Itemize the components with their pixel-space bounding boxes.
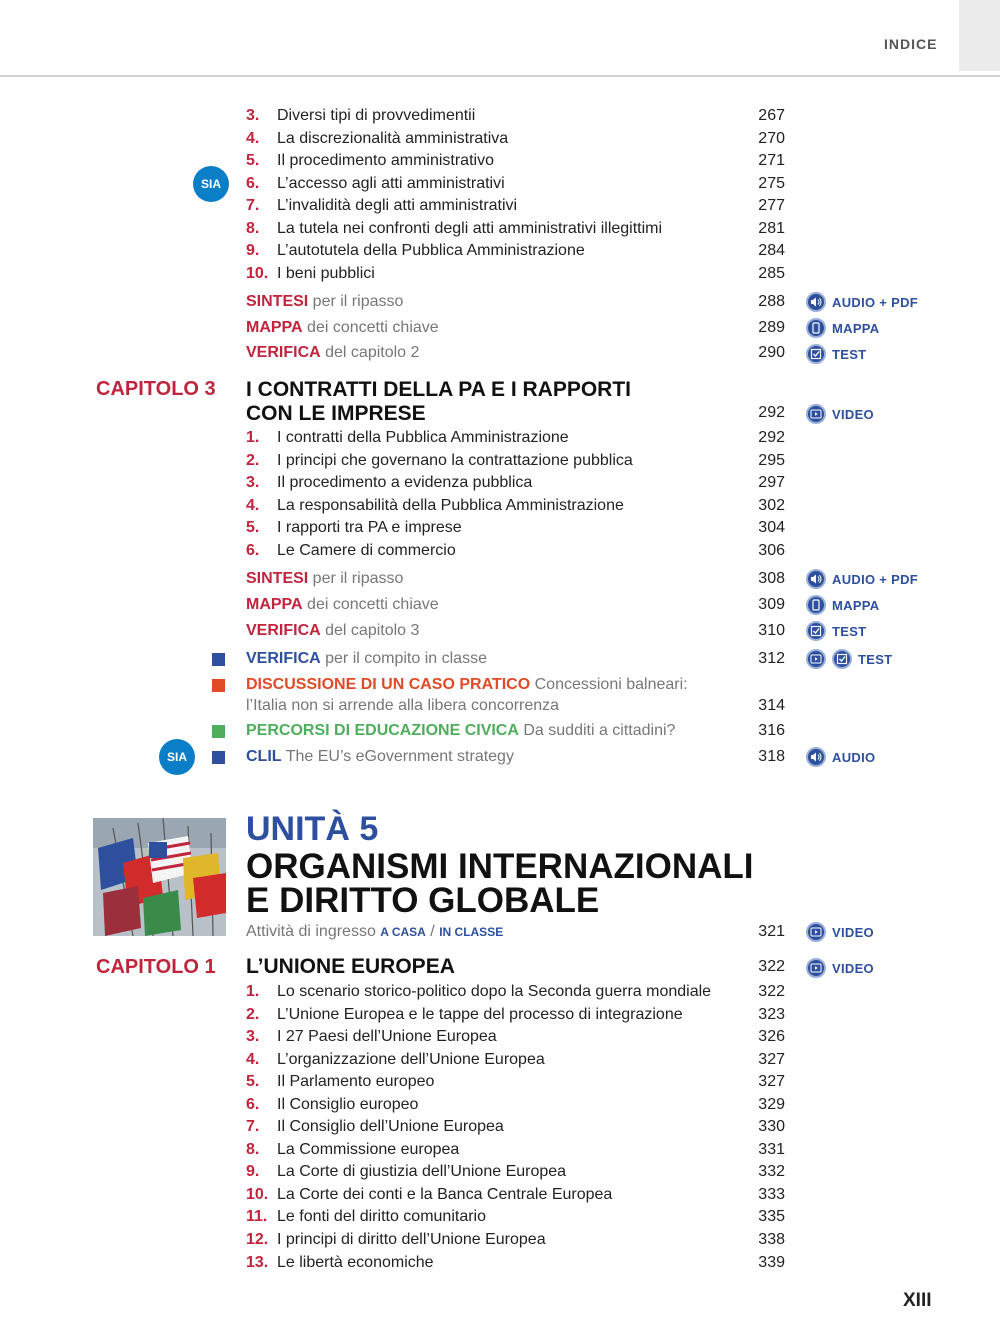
entry-number: 3. <box>246 474 260 491</box>
entry-number: 11. <box>246 1208 268 1225</box>
entry-page: 322 <box>758 983 785 1000</box>
resource-audio[interactable]: AUDIO <box>806 747 875 767</box>
section-discussione-line2: l’Italia non si arrende alla libera concorrenza <box>246 697 560 714</box>
entry-number: 1. <box>246 983 260 1000</box>
entry-page: 333 <box>758 1186 785 1203</box>
entry-page: 326 <box>758 1028 785 1045</box>
entry-number: 8. <box>246 1141 260 1158</box>
entry-number: 6. <box>246 175 260 192</box>
chapter-page: 292 <box>758 404 785 421</box>
entry-number: 9. <box>246 242 260 259</box>
entry-text: Il procedimento amministrativo <box>277 152 494 169</box>
entry-text: Il procedimento a evidenza pubblica <box>277 474 533 491</box>
resource-video[interactable]: VIDEO <box>806 958 874 978</box>
entry-page: 271 <box>758 152 785 169</box>
unit-title: ORGANISMI INTERNAZIONALI E DIRITTO GLOBALE <box>246 847 754 920</box>
play-icon <box>806 922 826 942</box>
checkbox-icon <box>806 621 826 641</box>
sia-badge: SIA <box>159 739 195 775</box>
sia-badge: SIA <box>193 166 229 202</box>
entry-number: 9. <box>246 1163 260 1180</box>
entry-page: 292 <box>758 429 785 446</box>
resource-audio-pdf[interactable]: AUDIO + PDF <box>806 292 918 312</box>
entry-number: 4. <box>246 1051 260 1068</box>
entry-page: 281 <box>758 220 785 237</box>
entry-page: 304 <box>758 519 785 536</box>
entry-text: La Corte dei conti e la Banca Centrale Europea <box>277 1186 613 1203</box>
entry-page: 308 <box>758 570 785 587</box>
entry-page: 316 <box>758 722 785 739</box>
entry-text: I principi che governano la contrattazione pubblica <box>277 452 633 469</box>
entry-text: Il Parlamento europeo <box>277 1073 435 1090</box>
entry-number: 7. <box>246 197 260 214</box>
entry-page: 327 <box>758 1073 785 1090</box>
entry-page: 331 <box>758 1141 785 1158</box>
section-sintesi[interactable]: SINTESI per il ripasso <box>246 293 404 310</box>
chapter-page: 322 <box>758 958 785 975</box>
entry-text: I principi di diritto dell’Unione Europea <box>277 1231 546 1248</box>
section-verifica[interactable]: VERIFICA del capitolo 2 <box>246 344 420 361</box>
entry-page: 309 <box>758 596 785 613</box>
entry-text: La Corte di giustizia dell’Unione Europea <box>277 1163 567 1180</box>
blue-square-marker <box>212 653 225 666</box>
header-title: INDICE <box>884 36 938 52</box>
entry-number: 3. <box>246 1028 260 1045</box>
checkbox-icon <box>832 649 852 669</box>
entry-text: Diversi tipi di provvedimentii <box>277 107 476 124</box>
entry-number: 10. <box>246 265 269 282</box>
entry-text: Le libertà economiche <box>277 1254 434 1271</box>
entry-text: Il Consiglio europeo <box>277 1096 419 1113</box>
entry-page: 284 <box>758 242 785 259</box>
entry-page: 275 <box>758 175 785 192</box>
entry-number: 2. <box>246 452 260 469</box>
entry-page: 302 <box>758 497 785 514</box>
speaker-icon <box>806 569 826 589</box>
entry-page: 327 <box>758 1051 785 1068</box>
entry-number: 1. <box>246 429 260 446</box>
entry-page: 288 <box>758 293 785 310</box>
checkbox-icon <box>806 344 826 364</box>
entry-text: L’Unione Europea e le tappe del processo di integrazione <box>277 1006 683 1023</box>
entry-page: 270 <box>758 130 785 147</box>
entry-text: L’invalidità degli atti amministrativi <box>277 197 518 214</box>
resource-test[interactable]: TEST <box>806 621 866 641</box>
entry-page: 339 <box>758 1254 785 1271</box>
entry-page: 295 <box>758 452 785 469</box>
entry-page: 314 <box>758 697 785 714</box>
entry-text: Le Camere di commercio <box>277 542 456 559</box>
section-sintesi[interactable]: SINTESI per il ripasso <box>246 570 404 587</box>
section-mappa[interactable]: MAPPA dei concetti chiave <box>246 319 439 336</box>
page-number: XIII <box>903 1290 932 1311</box>
entry-text: L’accesso agli atti amministrativi <box>277 175 505 192</box>
entry-number: 5. <box>246 152 260 169</box>
resource-audio-pdf[interactable]: AUDIO + PDF <box>806 569 918 589</box>
entry-number: 5. <box>246 1073 260 1090</box>
tablet-icon <box>806 595 826 615</box>
entry-page: 335 <box>758 1208 785 1225</box>
entry-number: 6. <box>246 1096 260 1113</box>
entry-text: I beni pubblici <box>277 265 375 282</box>
in-classe-link[interactable]: IN CLASSE <box>439 925 504 939</box>
section-clil[interactable]: CLIL The EU’s eGovernment strategy <box>246 748 514 765</box>
resource-mappa[interactable]: MAPPA <box>806 318 879 338</box>
entry-page: 277 <box>758 197 785 214</box>
entry-page: 297 <box>758 474 785 491</box>
entry-text: I rapporti tra PA e imprese <box>277 519 462 536</box>
unit-label: UNITÀ 5 <box>246 810 379 848</box>
entry-text: La Commissione europea <box>277 1141 460 1158</box>
play-icon <box>806 958 826 978</box>
chapter-label: CAPITOLO 1 <box>96 956 216 978</box>
resource-video[interactable]: VIDEO <box>806 922 874 942</box>
section-ingresso[interactable]: Attività di ingresso A CASA / IN CLASSE <box>246 923 504 940</box>
entry-number: 7. <box>246 1118 260 1135</box>
blue-square-marker <box>212 751 225 764</box>
entry-text: Il Consiglio dell’Unione Europea <box>277 1118 504 1135</box>
header-tab <box>959 0 1000 71</box>
section-discussione[interactable]: DISCUSSIONE DI UN CASO PRATICO Concessioni balneari: <box>246 676 688 693</box>
entry-text: I 27 Paesi dell’Unione Europea <box>277 1028 497 1045</box>
a-casa-link[interactable]: A CASA <box>380 925 426 939</box>
orange-square-marker <box>212 679 225 692</box>
entry-number: 8. <box>246 220 260 237</box>
resource-video[interactable]: VIDEO <box>806 404 874 424</box>
chapter-title[interactable]: I CONTRATTI DELLA PA E I RAPPORTI CON LE IMPRESE <box>246 378 631 425</box>
entry-text: La discrezionalità amministrativa <box>277 130 509 147</box>
entry-page: 290 <box>758 344 785 361</box>
entry-page: 306 <box>758 542 785 559</box>
entry-text: La tutela nei confronti degli atti amministrativi illegittimi <box>277 220 663 237</box>
entry-text: L’organizzazione dell’Unione Europea <box>277 1051 545 1068</box>
entry-number: 6. <box>246 542 260 559</box>
entry-page: 318 <box>758 748 785 765</box>
section-verifica[interactable]: VERIFICA del capitolo 3 <box>246 622 420 639</box>
entry-number: 4. <box>246 130 260 147</box>
speaker-icon <box>806 292 826 312</box>
chapter-title[interactable]: L’UNIONE EUROPEA <box>246 955 455 978</box>
speaker-icon <box>806 747 826 767</box>
play-icon <box>806 649 826 669</box>
entry-page: 321 <box>758 923 785 940</box>
entry-number: 13. <box>246 1254 269 1271</box>
entry-page: 312 <box>758 650 785 667</box>
entry-page: 289 <box>758 319 785 336</box>
entry-text: Le fonti del diritto comunitario <box>277 1208 486 1225</box>
entry-text: Lo scenario storico-politico dopo la Seconda guerra mondiale <box>277 983 712 1000</box>
entry-text: La responsabilità della Pubblica Amministrazione <box>277 497 624 514</box>
entry-page: 285 <box>758 265 785 282</box>
entry-page: 332 <box>758 1163 785 1180</box>
entry-number: 3. <box>246 107 260 124</box>
entry-number: 2. <box>246 1006 260 1023</box>
entry-page: 267 <box>758 107 785 124</box>
tablet-icon <box>806 318 826 338</box>
entry-number: 5. <box>246 519 260 536</box>
entry-text: L’autotutela della Pubblica Amministrazione <box>277 242 585 259</box>
entry-text: I contratti della Pubblica Amministrazione <box>277 429 569 446</box>
entry-number: 4. <box>246 497 260 514</box>
header-rule <box>0 75 1000 77</box>
entry-page: 310 <box>758 622 785 639</box>
green-square-marker <box>212 725 225 738</box>
section-verifica-classe[interactable]: VERIFICA per il compito in classe <box>246 650 487 667</box>
flags-photo <box>93 818 226 936</box>
entry-page: 329 <box>758 1096 785 1113</box>
entry-number: 12. <box>246 1231 269 1248</box>
entry-page: 338 <box>758 1231 785 1248</box>
play-icon <box>806 404 826 424</box>
chapter-label: CAPITOLO 3 <box>96 378 216 400</box>
section-percorsi[interactable]: PERCORSI DI EDUCAZIONE CIVICA Da sudditi a cittadini? <box>246 722 676 739</box>
entry-page: 323 <box>758 1006 785 1023</box>
resource-video-test[interactable]: TEST <box>806 649 892 669</box>
resource-mappa[interactable]: MAPPA <box>806 595 879 615</box>
section-mappa[interactable]: MAPPA dei concetti chiave <box>246 596 439 613</box>
resource-test[interactable]: TEST <box>806 344 866 364</box>
entry-page: 330 <box>758 1118 785 1135</box>
entry-number: 10. <box>246 1186 269 1203</box>
